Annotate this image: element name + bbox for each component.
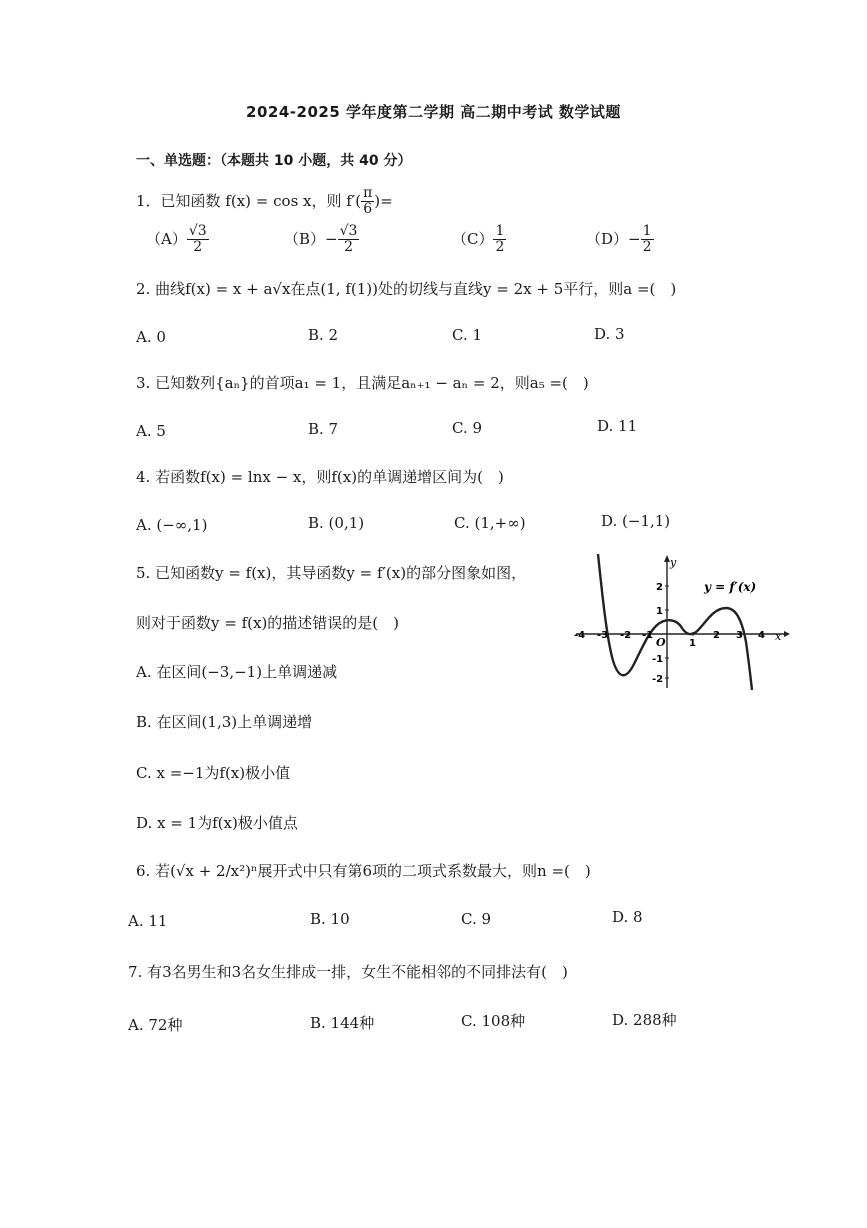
q2-option-a[interactable]: A. 0 [136,328,166,346]
question-2: 2. 曲线f(x) = x + a√x在点(1, f(1))处的切线与直线y = 2x + 5平行，则a =( ) [136,280,677,298]
q7-option-d[interactable]: D. 288种 [612,1011,677,1029]
q3-option-c[interactable]: C. 9 [452,419,483,437]
q3-option-d[interactable]: D. 11 [597,417,638,435]
q1-option-a[interactable]: （A） $\frac{√3}{2}$ [146,223,207,256]
svg-text:1: 1 [656,606,663,617]
q5-option-b[interactable]: B. 在区间(1,3)上单调递增 [136,713,313,731]
svg-text:-3: -3 [597,630,609,641]
q4-option-a[interactable]: A. (−∞,1) [136,516,208,534]
q1-option-b[interactable]: （B）− $\frac{√3}{2}$ [284,223,358,256]
section-heading: 一、单选题：（本题共 10 小题，共 40 分） [136,153,412,169]
question-7: 7. 有3名男生和3名女生排成一排，女生不能相邻的不同排法有( ) [128,963,568,981]
exam-title: 2024-2025 学年度第二学期 高二期中考试 数学试题 [246,103,621,121]
origin-label: O [656,636,666,649]
q4-option-d[interactable]: D. (−1,1) [601,512,671,530]
q3-option-a[interactable]: A. 5 [136,422,166,440]
question-1 [136,186,393,218]
y-axis-label: y [670,556,677,569]
x-axis-label: x [775,630,782,643]
q4-option-c[interactable]: C. (1,+∞) [454,514,526,532]
q1-stem-end: )= [374,191,393,210]
q7-option-a[interactable]: A. 72种 [128,1016,183,1034]
svg-text:-2: -2 [620,630,632,641]
q5-option-c[interactable]: C. x =−1为f(x)极小值 [136,764,291,782]
q1-option-c[interactable]: （C） $\frac{1}{2}$ [452,223,505,256]
question-5-line-2: 则对于函数y = f(x)的描述错误的是( ) [136,614,399,632]
q2-option-b[interactable]: B. 2 [308,326,339,344]
q6-option-b[interactable]: B. 10 [310,910,350,928]
svg-text:2: 2 [713,630,720,641]
q1-option-d[interactable]: （D）− $\frac{1}{2}$ [586,223,652,256]
x-axis-arrow [784,631,790,637]
svg-text:1: 1 [689,638,696,649]
question-3: 3. 已知数列{aₙ}的首项a₁ = 1，且满足aₙ₊₁ − aₙ = 2，则a₅ =( ) [136,374,589,392]
svg-text:-1: -1 [652,654,664,665]
q1-fraction: $\frac{\pi}{6}$ [363,185,373,218]
derivative-graph [572,552,790,692]
q4-option-b[interactable]: B. (0,1) [308,514,365,532]
q3-option-b[interactable]: B. 7 [308,420,339,438]
x-tick-labels [574,630,765,649]
q2-option-c[interactable]: C. 1 [452,326,483,344]
question-6: 6. 若(√x + 2/x²)ⁿ展开式中只有第6项的二项式系数最大，则n =( ) [136,862,591,880]
svg-text:-1: -1 [642,630,654,641]
q7-option-b[interactable]: B. 144种 [310,1014,375,1032]
q7-option-c[interactable]: C. 108种 [461,1012,526,1030]
question-4: 4. 若函数f(x) = lnx − x，则f(x)的单调递增区间为( ) [136,468,504,486]
svg-text:-2: -2 [652,674,664,685]
svg-text:4: 4 [758,630,765,641]
svg-text:3: 3 [736,630,743,641]
q2-option-d[interactable]: D. 3 [594,325,625,343]
q5-option-a[interactable]: A. 在区间(−3,−1)上单调递减 [136,663,338,681]
svg-text:-4: -4 [574,630,586,641]
q5-option-d[interactable]: D. x = 1为f(x)极小值点 [136,814,298,832]
q6-option-c[interactable]: C. 9 [461,910,492,928]
question-5-line-1: 5. 已知函数y = f(x)，其导函数y = f′(x)的部分图象如图， [136,564,527,582]
q1-stem: 1．已知函数 f(x) = cos x，则 f′( [136,191,362,210]
derivative-curve [598,554,752,690]
q6-option-d[interactable]: D. 8 [612,908,643,926]
svg-text:2: 2 [656,582,663,593]
q6-option-a[interactable]: A. 11 [128,912,168,930]
function-label: y = f′(x) [704,580,757,594]
